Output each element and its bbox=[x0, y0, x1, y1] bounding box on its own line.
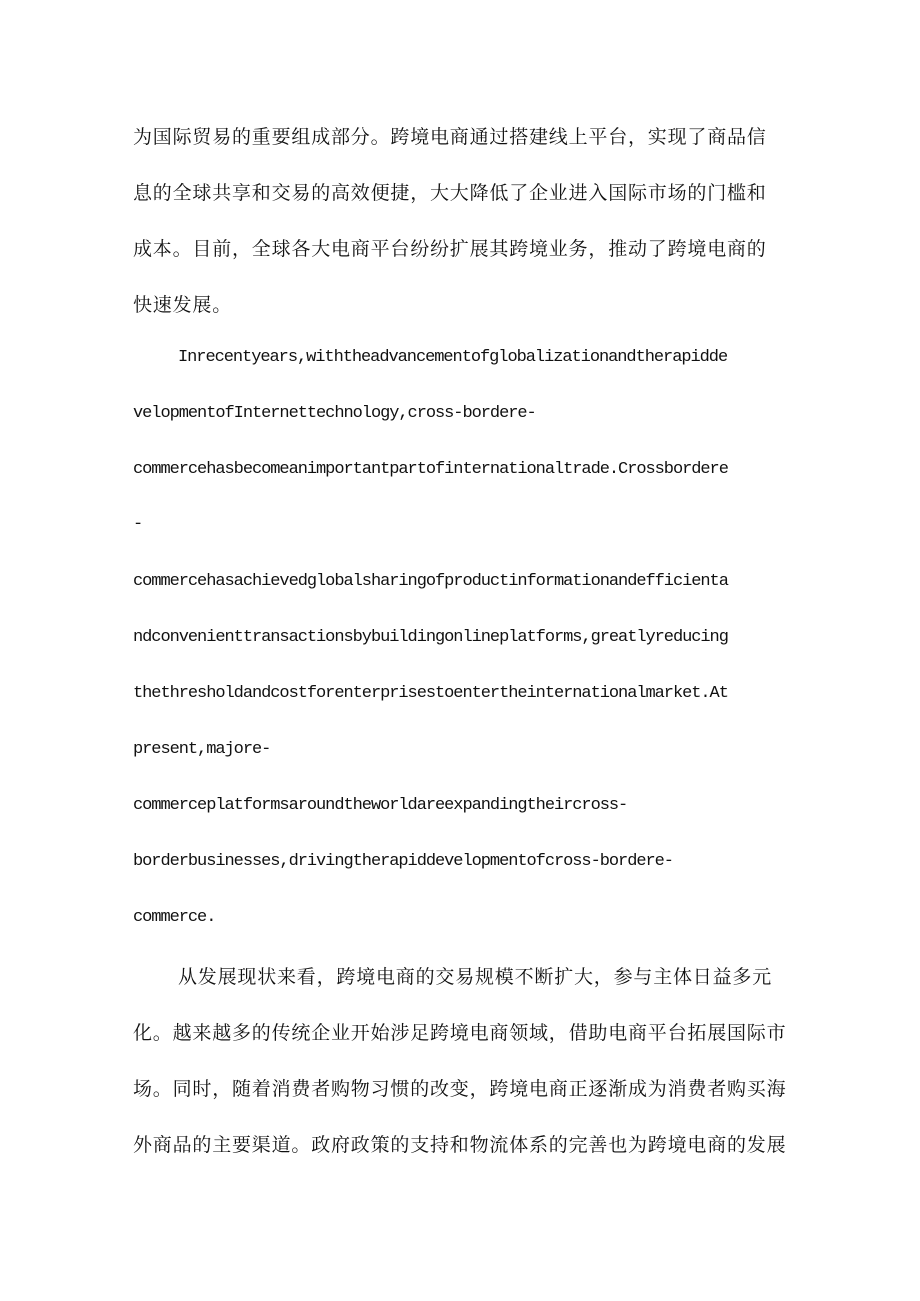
text-line: 快速发展。 bbox=[133, 294, 233, 316]
text-line: 从发展现状来看，跨境电商的交易规模不断扩大，参与主体日益多元 bbox=[178, 966, 773, 988]
text-line: ndconvenienttransactionsbybuildingonlineplatforms,greatlyreducing bbox=[133, 628, 728, 647]
text-line: velopmentofInternettechnology,cross-bordere- bbox=[133, 404, 536, 423]
text-line: Inrecentyears,withtheadvancementofglobalizationandtherapidde bbox=[178, 348, 728, 367]
text-line: 场。同时，随着消费者购物习惯的改变，跨境电商正逐渐成为消费者购买海 bbox=[133, 1078, 787, 1100]
text-line: - bbox=[133, 515, 143, 534]
text-line: borderbusinesses,drivingtherapiddevelopmentofcross-bordere- bbox=[133, 852, 673, 871]
text-line: commercehasachievedglobalsharingofproductinformationandefficienta bbox=[133, 572, 728, 591]
text-line: commercehasbecomeanimportantpartofinternationaltrade.Crossbordere bbox=[133, 460, 728, 479]
text-line: commerce. bbox=[133, 908, 216, 927]
text-line: 息的全球共享和交易的高效便捷，大大降低了企业进入国际市场的门槛和 bbox=[133, 182, 767, 204]
text-line: 成本。目前，全球各大电商平台纷纷扩展其跨境业务，推动了跨境电商的 bbox=[133, 238, 767, 260]
text-line: commerceplatformsaroundtheworldareexpandingtheircross- bbox=[133, 796, 628, 815]
text-line: 外商品的主要渠道。政府政策的支持和物流体系的完善也为跨境电商的发展 bbox=[133, 1134, 787, 1156]
text-line: thethresholdandcostforenterprisestoentertheinternationalmarket.At bbox=[133, 684, 728, 703]
text-line: 为国际贸易的重要组成部分。跨境电商通过搭建线上平台，实现了商品信 bbox=[133, 126, 767, 148]
text-line: present,majore- bbox=[133, 740, 271, 759]
text-line: 化。越来越多的传统企业开始涉足跨境电商领域，借助电商平台拓展国际市 bbox=[133, 1022, 787, 1044]
